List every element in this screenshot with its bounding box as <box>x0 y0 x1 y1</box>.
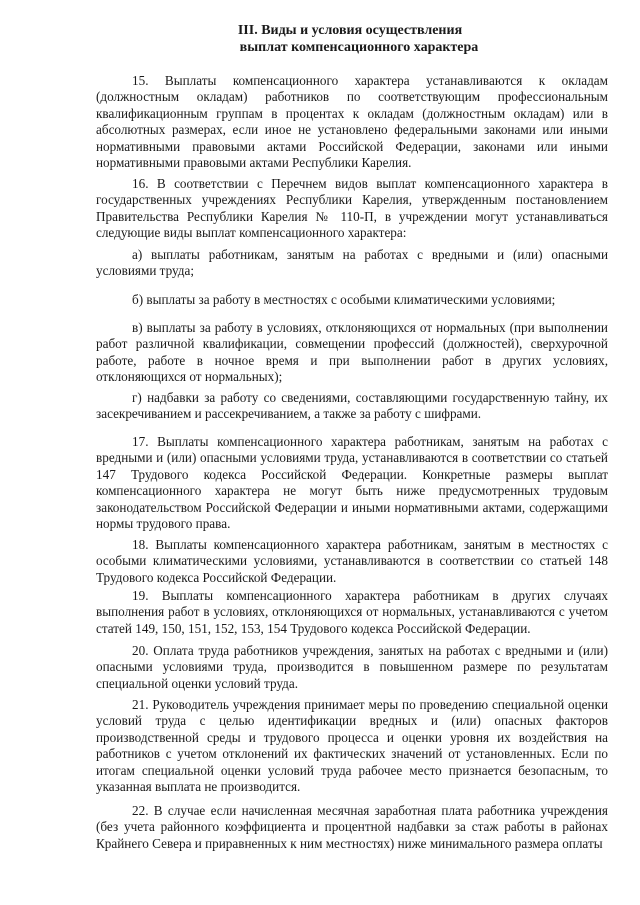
paragraph-20: 20. Оплата труда работников учреждения, занятых на работах с вредными и (или) опасными условиями труда, производится в повышенном размере по результатам специальной оценки условий труда. <box>96 643 608 691</box>
paragraph-16: 16. В соответствии с Перечнем видов выплат компенсационного характера в государственных учреждениях Республики Карелия, утвержденным постановлением Правительства Республики Карелия № 110-П, в учреждении могут устанавливаться следующие виды выплат компенсационного характера: <box>96 176 608 241</box>
section-title <box>0 22 640 56</box>
section-title-line-2: выплат компенсационного характера <box>239 40 479 55</box>
paragraph-16-g: г) надбавки за работу со сведениями, составляющими государственную тайну, их засекречиванием и рассекречиванием, а также за работу с шифрами. <box>96 390 608 422</box>
paragraph-21: 21. Руководитель учреждения принимает меры по проведению специальной оценки условий труда с целью идентификации вредных и (или) опасных факторов производственной среды и трудового процесса и оценки уровня их воздействия на работников с учетом отклонений их фактических значений от установленных. Если по итогам специальной оценки условий труда рабочее место признается безопасным, то указанная выплата не производится. <box>96 697 608 795</box>
section-title-line-1: III. Виды и условия осуществления <box>237 23 463 38</box>
paragraph-22: 22. В случае если начисленная месячная заработная плата работника учреждения (без учета районного коэффициента и процентной надбавки за стаж работы в районах Крайнего Севера и приравненных к ним местностях) ниже минимального размера оплаты <box>96 803 608 851</box>
paragraph-16-v: в) выплаты за работу в условиях, отклоняющихся от нормальных (при выполнении работ различной квалификации, совмещении профессий (должностей), сверхурочной работе, работе в ночное время и при выполнении работ в других условиях, отклоняющихся от нормальных); <box>96 320 608 385</box>
paragraph-15: 15. Выплаты компенсационного характера устанавливаются к окладам (должностным окладам) работников по соответствующим профессиональным квалификационным группам в процентах к окладам (должностным окладам) или в абсолютных размерах, если иное не установлено федеральными законами или иными нормативными правовыми актами Российской Федерации, законами или иными нормативными правовыми актами Республики Карелия. <box>96 73 608 171</box>
paragraph-18: 18. Выплаты компенсационного характера работникам, занятым в местностях с особыми климатическими условиями, устанавливаются в соответствии со статьей 148 Трудового кодекса Российской Федерации. <box>96 537 608 585</box>
paragraph-16-a: а) выплаты работникам, занятым на работах с вредными и (или) опасными условиями труда; <box>96 247 608 279</box>
paragraph-19: 19. Выплаты компенсационного характера работникам в других случаях выполнения работ в условиях, отклоняющихся от нормальных, устанавливаются с учетом статей 149, 150, 151, 152, 153, 154 Трудового кодекса Российской Федерации. <box>96 588 608 636</box>
paragraph-16-b: б) выплаты за работу в местностях с особыми климатическими условиями; <box>132 292 556 307</box>
paragraph-17: 17. Выплаты компенсационного характера работникам, занятым на работах с вредными и (или) опасными условиями труда, устанавливаются в соответствии со статьей 147 Трудового кодекса Российской Федерации. Конкретные размеры выплат компенсационного характера не могут быть ниже предусмотренных трудовым законодательством Российской Федерации и иными нормативными актами, содержащими нормы трудового права. <box>96 434 608 532</box>
